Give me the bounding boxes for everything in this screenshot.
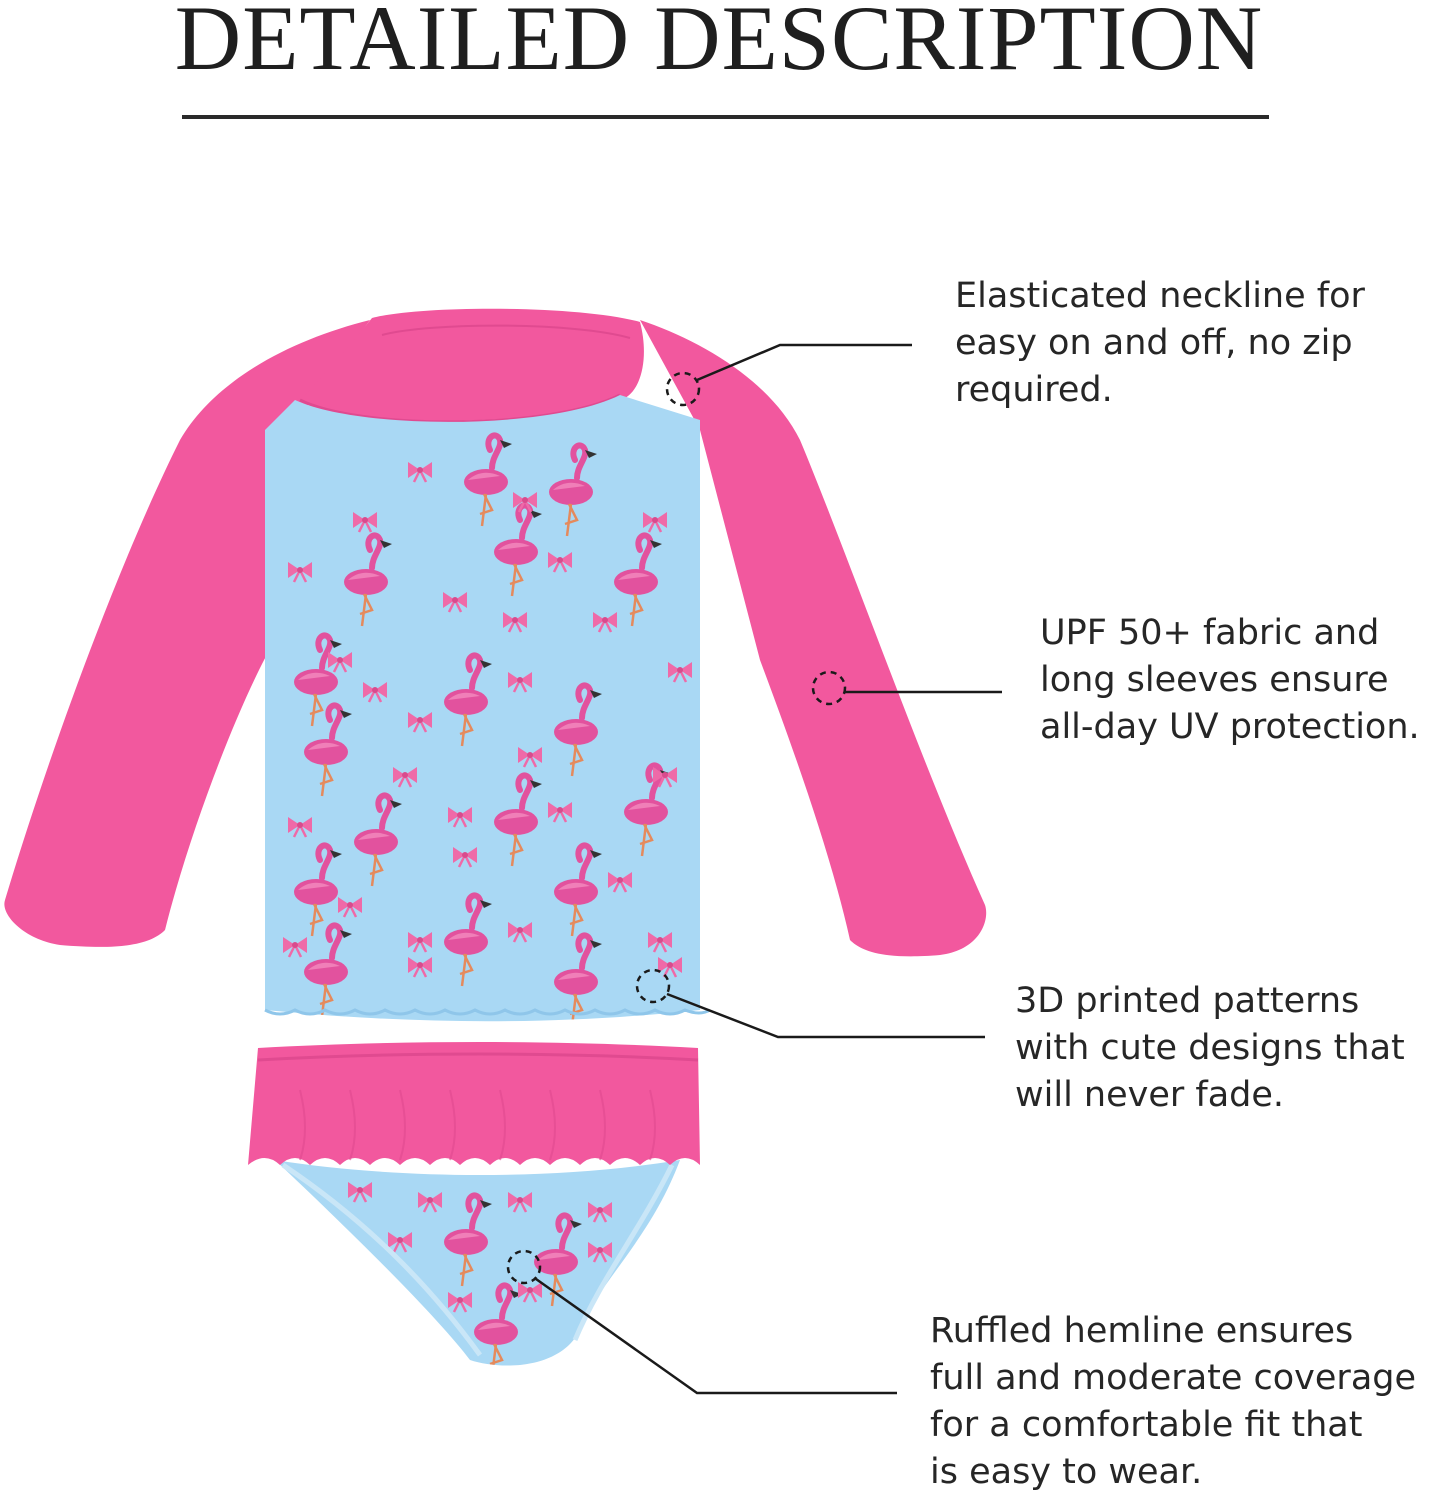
callout-upf: UPF 50+ fabric and long sleeves ensure all-day UV protection. [1040,613,1420,747]
page-title: DETAILED DESCRIPTION [174,0,1264,89]
callout-print: 3D printed patterns with cute designs that will never fade. [1015,981,1405,1115]
ruffle-waistband [248,1042,700,1165]
callout-neckline: Elasticated neckline for easy on and off, no zip required. [955,276,1365,410]
callout-ruffle: Ruffled hemline ensures full and moderate coverage for a comfortable fit that is easy to wear. [930,1311,1417,1492]
swimsuit-product-image [0,300,1000,1500]
title-divider [182,115,1269,119]
